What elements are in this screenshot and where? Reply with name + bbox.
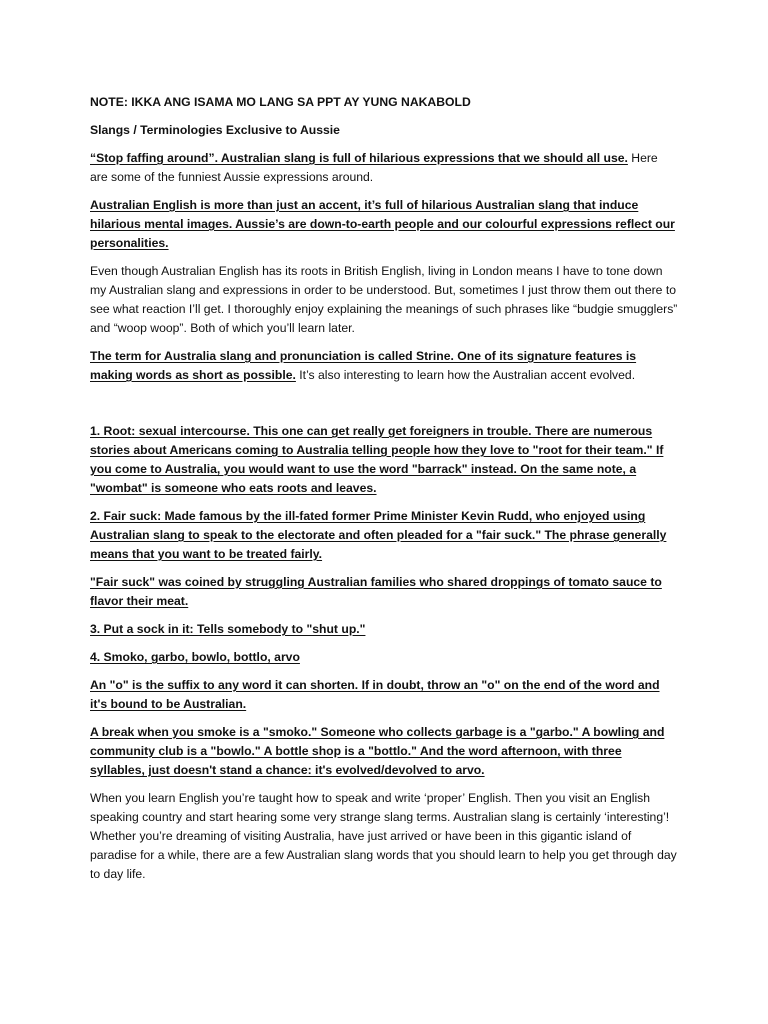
slang-item-smoko: 4. Smoko, garbo, bowlo, bottlo, arvo — [90, 650, 300, 664]
intro-plain-text: Here are some of the funniest Aussie expressions around. — [90, 151, 658, 184]
document-page — [90, 93, 678, 893]
document-heading: Slangs / Terminologies Exclusive to Aussie — [90, 123, 340, 137]
slang-item-smoko-suffix: An "o" is the suffix to any word it can shorten. If in doubt, throw an "o" on the end of the word and it's bound to be Australian. — [90, 678, 660, 711]
intro-paragraph — [90, 149, 678, 187]
slang-item-root: 1. Root: sexual intercourse. This one can get really get foreigners in trouble. There are numerous stories about Americans coming to Australia telling people how they love to "root for their team." If you come to Australia, you would want to use the word "barrack" instead. On the same note, a "wombat" is someone who eats roots and leaves. — [90, 424, 664, 495]
slang-item-fair-suck-note: "Fair suck" was coined by struggling Australian families who shared droppings of tomato sauce to flavor their meat. — [90, 575, 662, 608]
note-line: NOTE: IKKA ANG ISAMA MO LANG SA PPT AY YUNG NAKABOLD — [90, 95, 471, 109]
accent-paragraph: Australian English is more than just an accent, it’s full of hilarious Australian slang that induce hilarious mental images. Aussie’s are down-to-earth people and our colourful expressions reflect our personalities. — [90, 198, 675, 250]
slang-item-sock: 3. Put a sock in it: Tells somebody to "shut up." — [90, 622, 366, 636]
london-paragraph: Even though Australian English has its roots in British English, living in London means I have to tone down my Australian slang and expressions in order to be understood. But, sometimes I just throw them out there to see what reaction I’ll get. I thoroughly enjoy explaining the meanings of such phrases like “budgie smugglers” and “woop woop”. Both of which you’ll learn later. — [90, 264, 678, 335]
strine-bold-text: The term for Australia slang and pronunciation is called Strine. One of its signature features is making words as short as possible. — [90, 349, 637, 382]
slang-item-fair-suck: 2. Fair suck: Made famous by the ill-fated former Prime Minister Kevin Rudd, who enjoyed using Australian slang to speak to the electorate and often pleaded for a "fair suck." The phrase generally means that you want to be treated fairly. — [90, 509, 667, 561]
spacer — [90, 394, 678, 422]
closing-paragraph: When you learn English you’re taught how to speak and write ‘proper’ English. Then you visit an English speaking country and start hearing some very strange slang terms. Australian slang is certainly ‘interesting’! Whether you’re dreaming of visiting Australia, have just arrived or have been in this gigantic island of paradise for a while, there are a few Australian slang words that you should learn to help you get through day to day life. — [90, 791, 677, 881]
strine-paragraph — [90, 347, 678, 385]
slang-item-smoko-examples: A break when you smoke is a "smoko." Someone who collects garbage is a "garbo." A bowling and community club is a "bowlo." A bottle shop is a "bottlo." And the word afternoon, with three syllables, just doesn't stand a chance: it's evolved/devolved to arvo. — [90, 725, 665, 777]
intro-bold-text: “Stop faffing around”. Australian slang is full of hilarious expressions that we should all use. — [90, 151, 628, 165]
strine-plain-text: It’s also interesting to learn how the Australian accent evolved. — [295, 368, 636, 382]
